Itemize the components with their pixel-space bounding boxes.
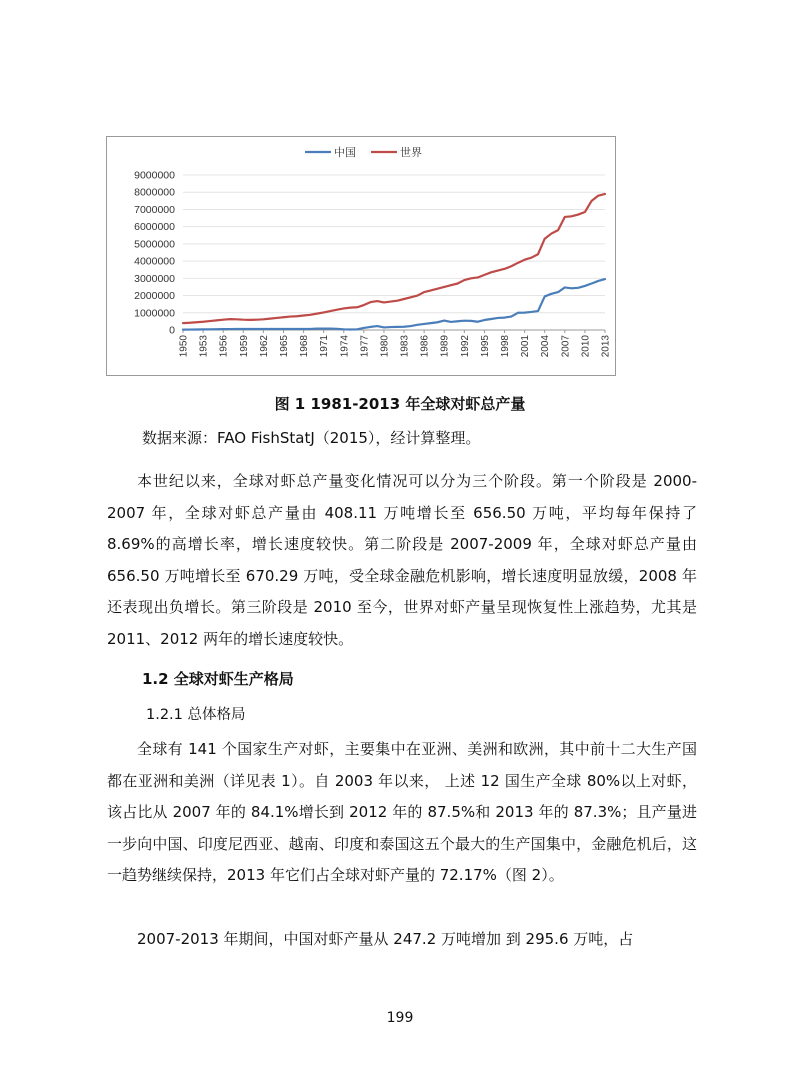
x-tick-label: 1968 [299,335,311,358]
x-tick-label: 1989 [439,335,451,358]
y-tick-label: 8000000 [134,186,175,199]
x-tick-label: 1974 [339,335,351,358]
y-tick-label: 9000000 [134,169,175,182]
y-tick-label: 0 [169,324,175,337]
x-tick-label: 2010 [580,335,592,358]
x-tick-label: 1950 [178,335,190,358]
y-tick-label: 6000000 [134,221,175,234]
legend-label: 中国 [334,146,356,159]
subsection-heading: 1.2.1 总体格局 [146,707,246,723]
x-tick-label: 1983 [399,335,411,358]
x-tick-label: 1980 [379,335,391,358]
x-tick-label: 1959 [238,335,250,358]
figure-1-chart [106,136,616,376]
x-tick-label: 2001 [520,335,532,358]
x-tick-label: 1992 [459,335,471,358]
y-tick-label: 1000000 [134,307,175,320]
x-tick-label: 1998 [500,335,512,358]
page-number: 199 [386,1010,414,1026]
paragraph-china-output: 2007-2013 年期间，中国对虾产量从 247.2 万吨增加 到 295.6 万吨，占 [137,930,634,948]
y-tick-label: 2000000 [134,290,175,303]
paragraph-stages: 本世纪以来，全球对虾总产量变化情况可以分为三个阶段。第一个阶段是 2000-2007 年，全球对虾总产量由 408.11 万吨增长至 656.50 万吨，平均每年保持了 8.69%的高增长率，增长速度较快。第二阶段是 2007-2009 年，全球对虾总产量由 656.50 万吨增长至 670.29 万吨，受全球金融危机影响，增长速度明显放缓，2008 年还表现出负增长。第三阶段是 2010 至今，世界对虾产量呈现恢复性上涨趋势，尤其是 2011、2012 两年的增长速度较快。 [107,472,697,648]
y-tick-label: 5000000 [134,238,175,251]
x-tick-label: 1995 [479,335,491,358]
x-tick-label: 1965 [278,335,290,358]
y-tick-label: 7000000 [134,203,175,216]
line-chart [107,137,615,375]
x-tick-label: 1962 [258,335,270,358]
x-tick-label: 1971 [319,335,331,358]
x-tick-label: 1953 [198,335,210,358]
x-tick-label: 2007 [560,335,572,358]
section-heading: 1.2 全球对虾生产格局 [142,670,294,688]
figure-caption: 图 1 1981-2013 年全球对虾总产量 [274,395,526,413]
x-tick-label: 2004 [540,335,552,358]
figure-source-note: 数据来源：FAO FishStatJ（2015），经计算整理。 [142,429,481,447]
x-tick-label: 1956 [218,335,230,358]
x-tick-label: 1986 [419,335,431,358]
x-tick-label: 1977 [359,335,371,358]
paragraph-overall-pattern: 全球有 141 个国家生产对虾，主要集中在亚洲、美洲和欧洲，其中前十二大生产国都在亚洲和美洲（详见表 1）。自 2003 年以来， 上述 12 国生产全球 80%以上对虾，该占比从 2007 年的 84.1%增长到 2012 年的 87.5%和 2013 年的 87.3%；且产量进一步向中国、印度尼西亚、越南、印度和泰国这五个最大的生产国集中，金融危机后，这一趋势继续保持，2013 年它们占全球对虾产量的 72.17%（图 2）。 [107,740,697,884]
y-tick-label: 3000000 [134,272,175,285]
y-tick-label: 4000000 [134,255,175,268]
x-tick-label: 2013 [600,335,612,358]
series-line [183,279,605,330]
legend-label: 世界 [400,146,422,159]
